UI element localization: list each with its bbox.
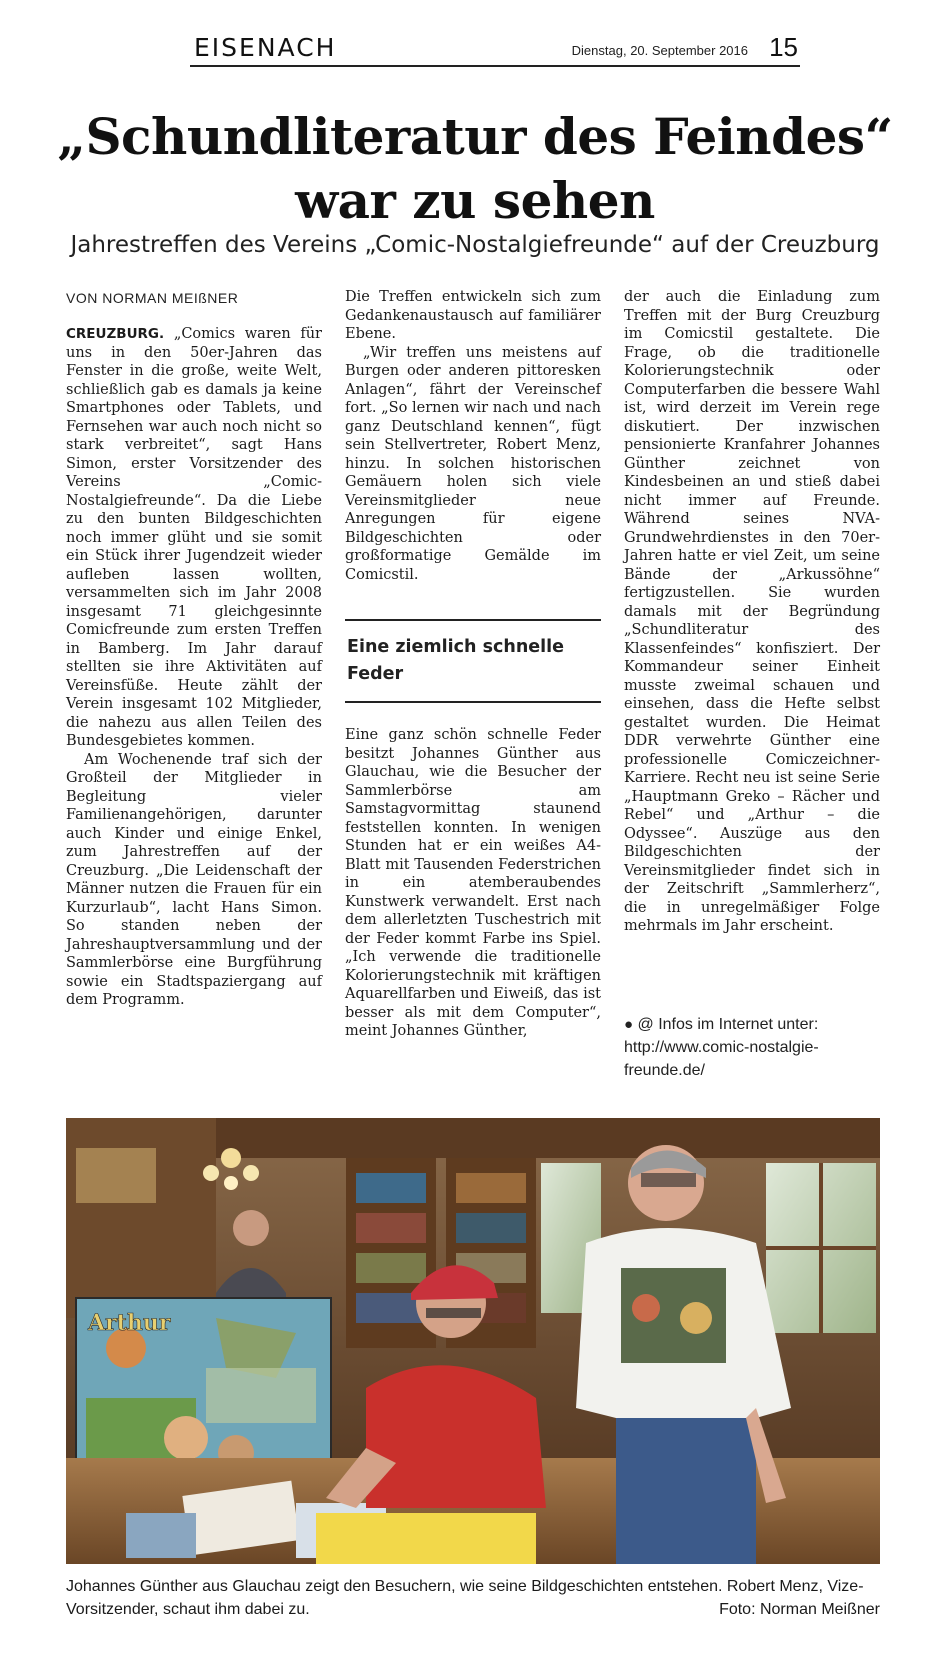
paragraph: Am Wochenende traf sich der Großteil der Mitglieder in Begleitung vieler Familienangehörigen, darunter auch Kinder und einige Enkel, zum Jahrestreffen auf der Creuzburg. „Die Leidenschaft der Männer nutzen die Frauen für ein Kurzurlaub“, lacht Hans Simon. So standen neben der Jahreshauptversammlung und der Sammlerbörse eine Burgführung sowie ein Stadtspaziergang auf dem Programm. bbox=[66, 751, 322, 1008]
page-header bbox=[190, 30, 800, 67]
yellow-folder bbox=[316, 1513, 536, 1564]
caption-text: Johannes Günther aus Glauchau zeigt den Besuchern, wie seine Bildgeschichten entstehen. Robert Menz, Vize-Vorsitzender, schaut ihm dabei zu. bbox=[66, 1578, 864, 1618]
section-title: EISENACH bbox=[194, 33, 337, 62]
headline-line-1: „Schundliteratur des Feindes“ bbox=[57, 107, 893, 166]
column-1 bbox=[66, 325, 322, 1010]
info-heading-text: @ Infos im Internet unter: bbox=[637, 1016, 819, 1033]
info-box bbox=[624, 1013, 884, 1082]
photo-credit: Foto: Norman Meißner bbox=[719, 1601, 880, 1618]
byline: VON NORMAN MEIßNER bbox=[66, 290, 239, 306]
photo-illustration bbox=[66, 1118, 880, 1564]
intertitle: Eine ziemlich schnelle Feder bbox=[347, 637, 565, 684]
paragraph-text: „Comics waren für uns in den 50er-Jahren das Fenster in die große, weite Welt, schließlich gab es damals ja keine Smartphones oder Tablets, und Fernsehen war auch noch nicht so stark verbreitet“, sagt Hans Simon, erster Vorsitzender des Vereins „Comic-Nostalgiefreunde“. Da die Liebe zu den bunten Bildgeschichten noch immer glüht und sie somit ein Stück ihrer Jugendzeit wieder aufleben lassen wollten, versammelten sich im Jahr 2008 insgesamt 71 gleichgesinnte Comicfreunde zum ersten Treffen in Bamberg. Im Jahr darauf stellten sie ihre Aktivitäten auf Vereinsfüße. Heute zählt der Verein insgesamt 102 Mitglieder, die nahezu aus allen Teilen des Bundesgebietes kommen. bbox=[66, 326, 322, 749]
photo-caption bbox=[66, 1575, 880, 1621]
page-number: 15 bbox=[769, 32, 798, 62]
headline-line-2: war zu sehen bbox=[295, 171, 655, 230]
jeans bbox=[616, 1418, 756, 1564]
paragraph bbox=[66, 325, 322, 751]
intertitle-box bbox=[345, 619, 601, 703]
info-link-continued[interactable]: freunde.de/ bbox=[624, 1062, 705, 1079]
column-2 bbox=[345, 288, 601, 584]
paragraph: „Wir treffen uns meistens auf Burgen oder anderen pittoresken Anlagen“, fährt der Vereinschef fort. „So lernen wir nach und nach ganz Deutschland kennen“, fügt sein Stellvertreter, Robert Menz, hinzu. In solchen historischen Gemäuern holen sich viele Vereinsmitglieder neue Anregungen für eigene Bildgeschichten oder großformatige Gemälde im Comicstil. bbox=[345, 344, 601, 583]
info-heading bbox=[624, 1013, 884, 1036]
column-3 bbox=[624, 288, 880, 936]
subheadline: Jahrestreffen des Vereins „Comic-Nostalgiefreunde“ auf der Creuzburg bbox=[70, 232, 880, 258]
dateline-location: CREUZBURG. bbox=[66, 326, 165, 342]
painting-label: Arthur bbox=[88, 1310, 171, 1336]
column-2-continued bbox=[345, 726, 601, 1041]
paragraph: der auch die Einladung zum Treffen mit der Burg Creuzburg im Comicstil gestaltete. Die Frage, ob die traditionelle Kolorierungstechnik oder Computerfarben die bessere Wahl ist, wird derzeit im Verein rege diskutiert. Der inzwischen pensionierte Kranfahrer Johannes Günther zeichnet von Kindesbeinen an und stieß dabei nicht immer auf Freunde. Während seines NVA-Grundwehrdienstes in den 70er-Jahren hatte er viel Zeit, um seine Bände der „Arkussöhne“ fertigzustellen. Sie wurden damals mit der Begründung „Schundliteratur des Klassenfeindes“ konfisziert. Der Kommandeur seiner Einheit musste zweimal schauen und einsehen, dass die Hefte selbst gestaltet wurden. Die Heimat DDR verwehrte Günther eine professionelle Comiczeichner-Karriere. Recht neu ist seine Serie „Hauptmann Greko – Rächer und Rebel“ und „Arthur – die Odyssee“. Auszüge aus den Bildgeschichten der Vereinsmitglieder findet sich in der Zeitschrift „Sammlerherz“, die in unregelmäßiger Folge mehrmals im Jahr erscheint. bbox=[624, 289, 880, 934]
info-link[interactable]: http://www.comic-nostalgie- bbox=[624, 1039, 819, 1056]
paragraph: Eine ganz schön schnelle Feder besitzt Johannes Günther aus Glauchau, wie die Besucher der Sammlerbörse am Samstagvormittag staunend feststellen konnten. In wenigen Stunden hat er ein weißes A4-Blatt mit Tausenden Federstrichen in ein atemberaubendes Kunstwerk verwandelt. Erst nach dem allerletzten Tuschestrich mit der Feder kommt Farbe ins Spiel. „Ich verwende die traditionelle Kolorierungstechnik mit kräftigen Aquarellfarben und Eiweiß, das ist besser als mit dem Computer“, meint Johannes Günther, bbox=[345, 727, 601, 1039]
paragraph: Die Treffen entwickeln sich zum Gedankenaustausch auf familiärer Ebene. bbox=[345, 289, 601, 342]
issue-date: Dienstag, 20. September 2016 bbox=[571, 43, 748, 58]
bullet-icon: ● bbox=[624, 1016, 634, 1033]
article-photo bbox=[66, 1118, 880, 1564]
